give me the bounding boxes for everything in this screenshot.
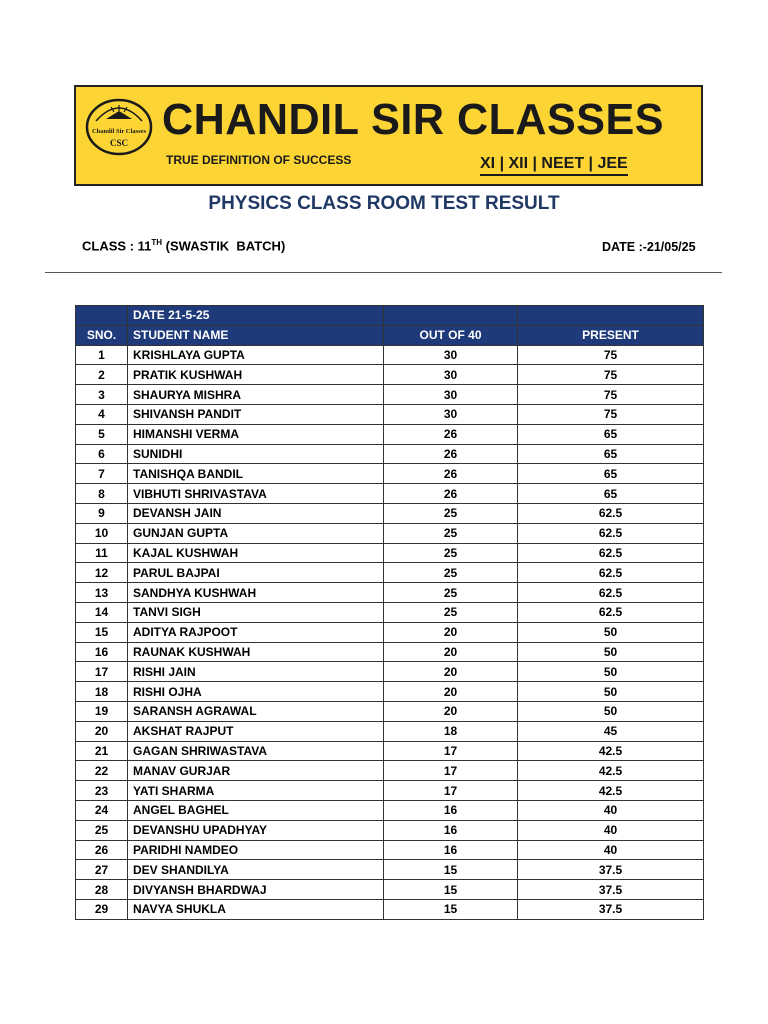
score-cell: 17 <box>384 781 518 801</box>
score-cell: 16 <box>384 820 518 840</box>
percentage-cell: 50 <box>518 642 704 662</box>
table-row <box>76 662 704 682</box>
student-name-cell: AKSHAT RAJPUT <box>128 721 384 741</box>
student-name-cell: RISHI OJHA <box>128 682 384 702</box>
serial-number-cell: 5 <box>76 424 128 444</box>
table-row <box>76 602 704 622</box>
score-cell: 15 <box>384 860 518 880</box>
student-name-cell: ADITYA RAJPOOT <box>128 622 384 642</box>
report-date: DATE :-21/05/25 <box>602 240 696 254</box>
score-cell: 25 <box>384 602 518 622</box>
percentage-cell: 65 <box>518 464 704 484</box>
serial-number-cell: 8 <box>76 484 128 504</box>
student-name-cell: YATI SHARMA <box>128 781 384 801</box>
serial-number-cell: 21 <box>76 741 128 761</box>
student-name-cell: RAUNAK KUSHWAH <box>128 642 384 662</box>
score-cell: 30 <box>384 365 518 385</box>
score-cell: 17 <box>384 761 518 781</box>
logo-initials: CSC <box>109 138 129 148</box>
class-info <box>82 238 285 253</box>
percentage-cell: 75 <box>518 404 704 424</box>
score-cell: 20 <box>384 701 518 721</box>
score-cell: 25 <box>384 563 518 583</box>
score-cell: 16 <box>384 800 518 820</box>
student-name-cell: HIMANSHI VERMA <box>128 424 384 444</box>
table-row <box>76 563 704 583</box>
score-cell: 26 <box>384 464 518 484</box>
percentage-cell: 40 <box>518 840 704 860</box>
percentage-cell: 42.5 <box>518 761 704 781</box>
brand-courses: XI | XII | NEET | JEE <box>480 155 628 176</box>
percentage-cell: 37.5 <box>518 860 704 880</box>
score-cell: 25 <box>384 543 518 563</box>
percentage-cell: 75 <box>518 365 704 385</box>
date-row-blank-cell <box>76 306 128 326</box>
score-cell: 25 <box>384 523 518 543</box>
serial-number-cell: 14 <box>76 602 128 622</box>
table-row <box>76 800 704 820</box>
percentage-cell: 65 <box>518 424 704 444</box>
table-row <box>76 484 704 504</box>
table-row <box>76 464 704 484</box>
report-title: PHYSICS CLASS ROOM TEST RESULT <box>208 193 560 214</box>
date-row-blank-cell <box>384 306 518 326</box>
serial-number-cell: 24 <box>76 800 128 820</box>
table-row <box>76 365 704 385</box>
table-row <box>76 503 704 523</box>
percentage-cell: 40 <box>518 820 704 840</box>
divider <box>45 272 722 273</box>
serial-number-cell: 26 <box>76 840 128 860</box>
percentage-cell: 62.5 <box>518 543 704 563</box>
score-cell: 15 <box>384 899 518 919</box>
class-prefix: CLASS : 11 <box>82 238 152 254</box>
student-name-cell: KRISHLAYA GUPTA <box>128 345 384 365</box>
percentage-cell: 62.5 <box>518 523 704 543</box>
score-cell: 20 <box>384 622 518 642</box>
percentage-cell: 50 <box>518 682 704 702</box>
class-superscript: TH <box>151 238 163 247</box>
serial-number-cell: 12 <box>76 563 128 583</box>
score-cell: 20 <box>384 642 518 662</box>
percentage-cell: 75 <box>518 385 704 405</box>
results-table <box>75 305 704 920</box>
table-row <box>76 404 704 424</box>
student-name-cell: TANVI SIGH <box>128 602 384 622</box>
serial-number-cell: 15 <box>76 622 128 642</box>
date-row-blank-cell <box>518 306 704 326</box>
results-body <box>76 345 704 919</box>
serial-number-cell: 28 <box>76 880 128 900</box>
table-row <box>76 523 704 543</box>
serial-number-cell: 6 <box>76 444 128 464</box>
score-cell: 25 <box>384 503 518 523</box>
percentage-cell: 62.5 <box>518 503 704 523</box>
table-row <box>76 860 704 880</box>
table-row <box>76 701 704 721</box>
serial-number-cell: 29 <box>76 899 128 919</box>
percentage-cell: 65 <box>518 444 704 464</box>
score-cell: 16 <box>384 840 518 860</box>
score-cell: 30 <box>384 345 518 365</box>
table-date-row <box>76 306 704 326</box>
serial-number-cell: 23 <box>76 781 128 801</box>
student-name-cell: ANGEL BAGHEL <box>128 800 384 820</box>
student-name-cell: SANDHYA KUSHWAH <box>128 583 384 603</box>
percentage-cell: 42.5 <box>518 781 704 801</box>
score-cell: 20 <box>384 662 518 682</box>
serial-number-cell: 25 <box>76 820 128 840</box>
table-row <box>76 622 704 642</box>
score-cell: 26 <box>384 424 518 444</box>
table-row <box>76 543 704 563</box>
table-row <box>76 444 704 464</box>
score-cell: 26 <box>384 444 518 464</box>
column-header-name: STUDENT NAME <box>128 325 384 345</box>
serial-number-cell: 3 <box>76 385 128 405</box>
percentage-cell: 42.5 <box>518 741 704 761</box>
percentage-cell: 37.5 <box>518 880 704 900</box>
percentage-cell: 62.5 <box>518 602 704 622</box>
score-cell: 18 <box>384 721 518 741</box>
serial-number-cell: 22 <box>76 761 128 781</box>
score-cell: 20 <box>384 682 518 702</box>
header-banner <box>74 85 703 186</box>
percentage-cell: 50 <box>518 662 704 682</box>
percentage-cell: 37.5 <box>518 899 704 919</box>
table-row <box>76 820 704 840</box>
student-name-cell: VIBHUTI SHRIVASTAVA <box>128 484 384 504</box>
class-batch: (SWASTIK BATCH) <box>162 238 286 254</box>
student-name-cell: SHIVANSH PANDIT <box>128 404 384 424</box>
table-header-row <box>76 325 704 345</box>
score-cell: 26 <box>384 484 518 504</box>
serial-number-cell: 17 <box>76 662 128 682</box>
serial-number-cell: 18 <box>76 682 128 702</box>
serial-number-cell: 13 <box>76 583 128 603</box>
brand-tagline: TRUE DEFINITION OF SUCCESS <box>166 153 352 167</box>
serial-number-cell: 4 <box>76 404 128 424</box>
student-name-cell: DEV SHANDILYA <box>128 860 384 880</box>
student-name-cell: MANAV GURJAR <box>128 761 384 781</box>
serial-number-cell: 9 <box>76 503 128 523</box>
serial-number-cell: 20 <box>76 721 128 741</box>
serial-number-cell: 11 <box>76 543 128 563</box>
percentage-cell: 40 <box>518 800 704 820</box>
table-row <box>76 682 704 702</box>
score-cell: 30 <box>384 404 518 424</box>
table-row <box>76 721 704 741</box>
percentage-cell: 50 <box>518 622 704 642</box>
table-row <box>76 899 704 919</box>
table-row <box>76 583 704 603</box>
table-row <box>76 385 704 405</box>
student-name-cell: RISHI JAIN <box>128 662 384 682</box>
percentage-cell: 62.5 <box>518 583 704 603</box>
table-row <box>76 880 704 900</box>
student-name-cell: SUNIDHI <box>128 444 384 464</box>
brand-title: CHANDIL SIR CLASSES <box>162 95 665 144</box>
logo-text: Chandil Sir Classes <box>91 128 147 135</box>
table-date-label: DATE 21-5-25 <box>128 306 384 326</box>
student-name-cell: SHAURYA MISHRA <box>128 385 384 405</box>
student-name-cell: PRATIK KUSHWAH <box>128 365 384 385</box>
serial-number-cell: 10 <box>76 523 128 543</box>
serial-number-cell: 1 <box>76 345 128 365</box>
table-row <box>76 741 704 761</box>
student-name-cell: PARIDHI NAMDEO <box>128 840 384 860</box>
serial-number-cell: 2 <box>76 365 128 385</box>
column-header-score: OUT OF 40 <box>384 325 518 345</box>
table-row <box>76 781 704 801</box>
serial-number-cell: 27 <box>76 860 128 880</box>
percentage-cell: 62.5 <box>518 563 704 583</box>
institute-logo-icon <box>84 97 154 157</box>
student-name-cell: DIVYANSH BHARDWAJ <box>128 880 384 900</box>
serial-number-cell: 19 <box>76 701 128 721</box>
score-cell: 30 <box>384 385 518 405</box>
column-header-sno: SNO. <box>76 325 128 345</box>
student-name-cell: TANISHQA BANDIL <box>128 464 384 484</box>
student-name-cell: GUNJAN GUPTA <box>128 523 384 543</box>
score-cell: 25 <box>384 583 518 603</box>
percentage-cell: 65 <box>518 484 704 504</box>
table-row <box>76 642 704 662</box>
percentage-cell: 75 <box>518 345 704 365</box>
student-name-cell: DEVANSH JAIN <box>128 503 384 523</box>
table-row <box>76 761 704 781</box>
table-row <box>76 345 704 365</box>
column-header-percent: PRESENT <box>518 325 704 345</box>
student-name-cell: GAGAN SHRIWASTAVA <box>128 741 384 761</box>
serial-number-cell: 7 <box>76 464 128 484</box>
student-name-cell: PARUL BAJPAI <box>128 563 384 583</box>
table-row <box>76 424 704 444</box>
score-cell: 15 <box>384 880 518 900</box>
student-name-cell: NAVYA SHUKLA <box>128 899 384 919</box>
percentage-cell: 45 <box>518 721 704 741</box>
student-name-cell: DEVANSHU UPADHYAY <box>128 820 384 840</box>
percentage-cell: 50 <box>518 701 704 721</box>
student-name-cell: KAJAL KUSHWAH <box>128 543 384 563</box>
serial-number-cell: 16 <box>76 642 128 662</box>
student-name-cell: SARANSH AGRAWAL <box>128 701 384 721</box>
table-row <box>76 840 704 860</box>
score-cell: 17 <box>384 741 518 761</box>
